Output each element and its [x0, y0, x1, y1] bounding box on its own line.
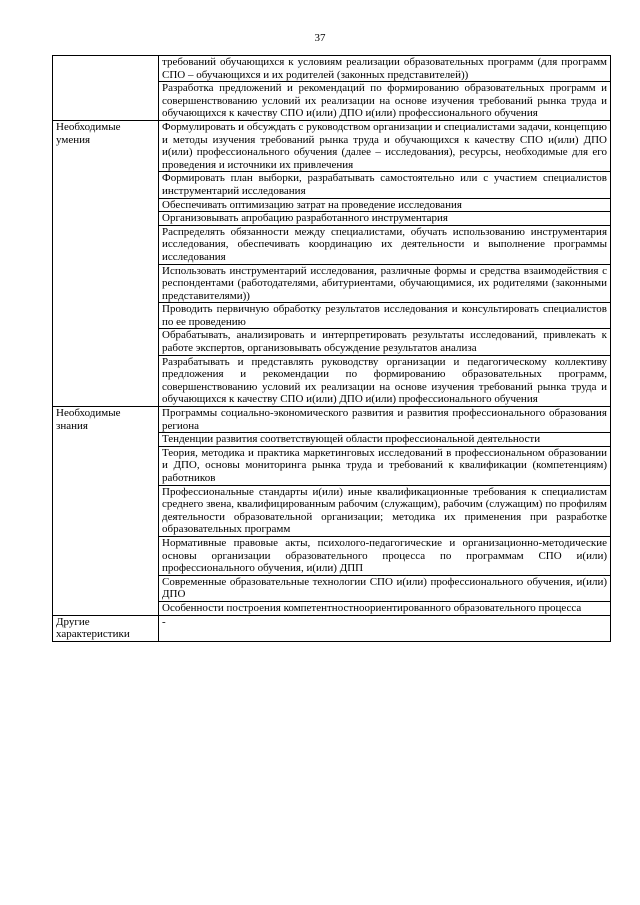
section-label — [53, 56, 159, 121]
table-cell: Формировать план выборки, разрабатывать самостоятельно или с участием специалистов инструментарий исследования — [159, 172, 611, 198]
table-cell: - — [159, 615, 611, 641]
page-number: 37 — [314, 32, 326, 44]
table-cell: Программы социально-экономического развития и развития профессионального образования региона — [159, 407, 611, 433]
table-row — [53, 407, 611, 433]
section-label: Необходимые знания — [53, 407, 159, 616]
table-cell: Проводить первичную обработку результатов исследования и консультировать специалистов по ее проведению — [159, 303, 611, 329]
table-cell: Обеспечивать оптимизацию затрат на проведение исследования — [159, 198, 611, 212]
table-cell: Обрабатывать, анализировать и интерпретировать результаты исследований, привлекать к работе экспертов, организовывать обсуждение результатов анализа — [159, 329, 611, 355]
table-cell: Использовать инструментарий исследования, различные формы и средства взаимодействия с респондентами (работодателями, абитуриентами, обучающимися, их родителями (законными представителями)) — [159, 264, 611, 303]
table-cell: Теория, методика и практика маркетинговых исследований в профессиональном образовании и ДПО, основы мониторинга рынка труда и требований к квалификации (компетенциям) работников — [159, 446, 611, 485]
table-cell: Тенденции развития соответствующей области профессиональной деятельности — [159, 433, 611, 447]
table-cell: Организовывать апробацию разработанного инструментария — [159, 212, 611, 226]
table-cell: Распределять обязанности между специалистами, обучать использованию инструментария исследования, обеспечивать координацию их деятельности и выполнение программы исследования — [159, 225, 611, 264]
table-row — [53, 615, 611, 641]
table-cell: Современные образовательные технологии СПО и(или) профессионального обучения, и(или) ДПО — [159, 575, 611, 601]
table-cell: Особенности построения компетентностноориентированного образовательного процесса — [159, 601, 611, 615]
section-label: Необходимые умения — [53, 120, 159, 406]
table-cell: Формулировать и обсуждать с руководством организации и специалистами задачи, концепцию и методы изучения требований рынка труда и обучающихся к качеству СПО и(или) ДПО и(или) профессионального обучения (далее – исследования), ресурсы, необходимые для его проведения и источники их привлечения — [159, 120, 611, 171]
table-row — [53, 120, 611, 171]
section-label: Другие характеристики — [53, 615, 159, 641]
table-row — [53, 56, 611, 82]
table-cell: Разрабатывать и представлять руководству организации и педагогическому коллективу предложения и рекомендации по формированию образовательных программ, совершенствованию условий их реализации на основе изучения требований рынка труда и обучающихся к качеству СПО и(или) ДПО и(или) профессионального обучения — [159, 355, 611, 406]
qualification-table — [52, 55, 611, 642]
table-cell: Профессиональные стандарты и(или) иные квалификационные требования к специалистам среднего звена, квалифицированным рабочим (служащим), рабочим (служащим) по профилям деятельности образовательной организации; методика их применения при разработке образовательных программ — [159, 485, 611, 536]
table-cell: требований обучающихся к условиям реализации образовательных программ (для программ СПО – обучающихся и их родителей (законных представителей)) — [159, 56, 611, 82]
table-cell: Нормативные правовые акты, психолого-педагогические и организационно-методические основы организации образовательного процесса по программам СПО и(или) профессионального обучения, и(или) ДПП — [159, 536, 611, 575]
table-cell: Разработка предложений и рекомендаций по формированию образовательных программ и совершенствованию условий их реализации на основе изучения требований рынка труда и обучающихся к качеству СПО и(или) ДПО и(или) профессионального обучения — [159, 82, 611, 121]
